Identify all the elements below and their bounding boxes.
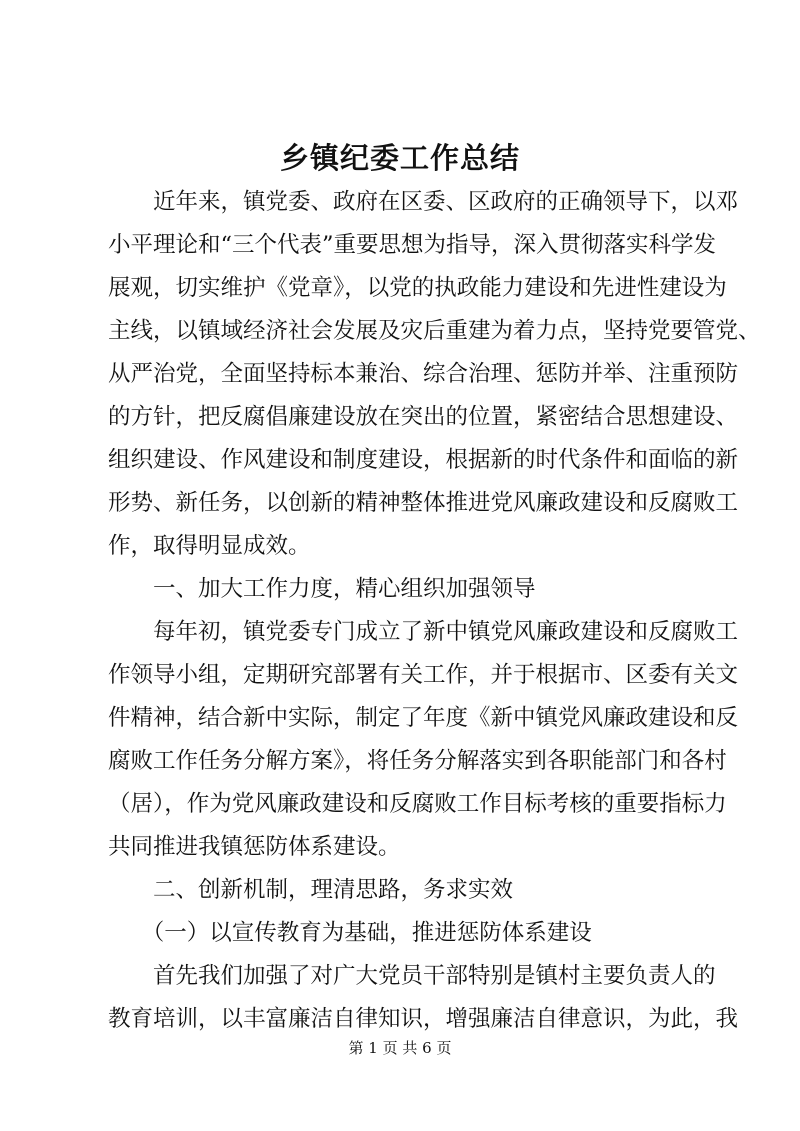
body-line: 展观，切实维护《党章》，以党的执政能力建设和先进性建设为 xyxy=(108,275,727,301)
page-title: 乡镇纪委工作总结 xyxy=(279,141,520,175)
body-line: 腐败工作任务分解方案》，将任务分解落实到各职能部门和各村 xyxy=(108,748,727,774)
body-line: 每年初，镇党委专门成立了新中镇党风廉政建设和反腐败工 xyxy=(108,619,739,645)
body-line: 首先我们加强了对广大党员干部特别是镇村主要负责人的 xyxy=(108,963,716,989)
body-line: 共同推进我镇惩防体系建设。 xyxy=(108,834,401,860)
body-line: 从严治党，全面坚持标本兼治、综合治理、惩防并举、注重预防 xyxy=(108,361,739,387)
body-line: 主线，以镇域经济社会发展及灾后重建为着力点，坚持党要管党、 xyxy=(108,318,761,344)
body-line: 件精神，结合新中实际，制定了年度《新中镇党风廉政建设和反 xyxy=(108,705,739,731)
body-line: 组织建设、作风建设和制度建设，根据新的时代条件和面临的新 xyxy=(108,447,739,473)
page-footer: 第 1 页 共 6 页 xyxy=(348,1039,452,1057)
subsection-heading: （一）以宣传教育为基础，推进惩防体系建设 xyxy=(108,920,592,946)
section-heading: 二、创新机制，理清思路，务求实效 xyxy=(108,877,514,903)
section-heading: 一、加大工作力度，精心组织加强领导 xyxy=(108,576,536,602)
body-line: 近年来，镇党委、政府在区委、区政府的正确领导下，以邓 xyxy=(108,189,739,215)
body-line: 教育培训，以丰富廉洁自律知识，增强廉洁自律意识，为此，我 xyxy=(108,1006,739,1032)
body-line: （居），作为党风廉政建设和反腐败工作目标考核的重要指标力 xyxy=(108,791,727,817)
body-line: 作领导小组，定期研究部署有关工作，并于根据市、区委有关文 xyxy=(108,662,739,688)
body-line: 小平理论和“三个代表”重要思想为指导，深入贯彻落实科学发 xyxy=(108,232,717,258)
body-line: 形势、新任务，以创新的精神整体推进党风廉政建设和反腐败工 xyxy=(108,490,739,516)
body-line: 作，取得明显成效。 xyxy=(108,533,311,559)
body-line: 的方针，把反腐倡廉建设放在突出的位置，紧密结合思想建设、 xyxy=(108,404,739,430)
